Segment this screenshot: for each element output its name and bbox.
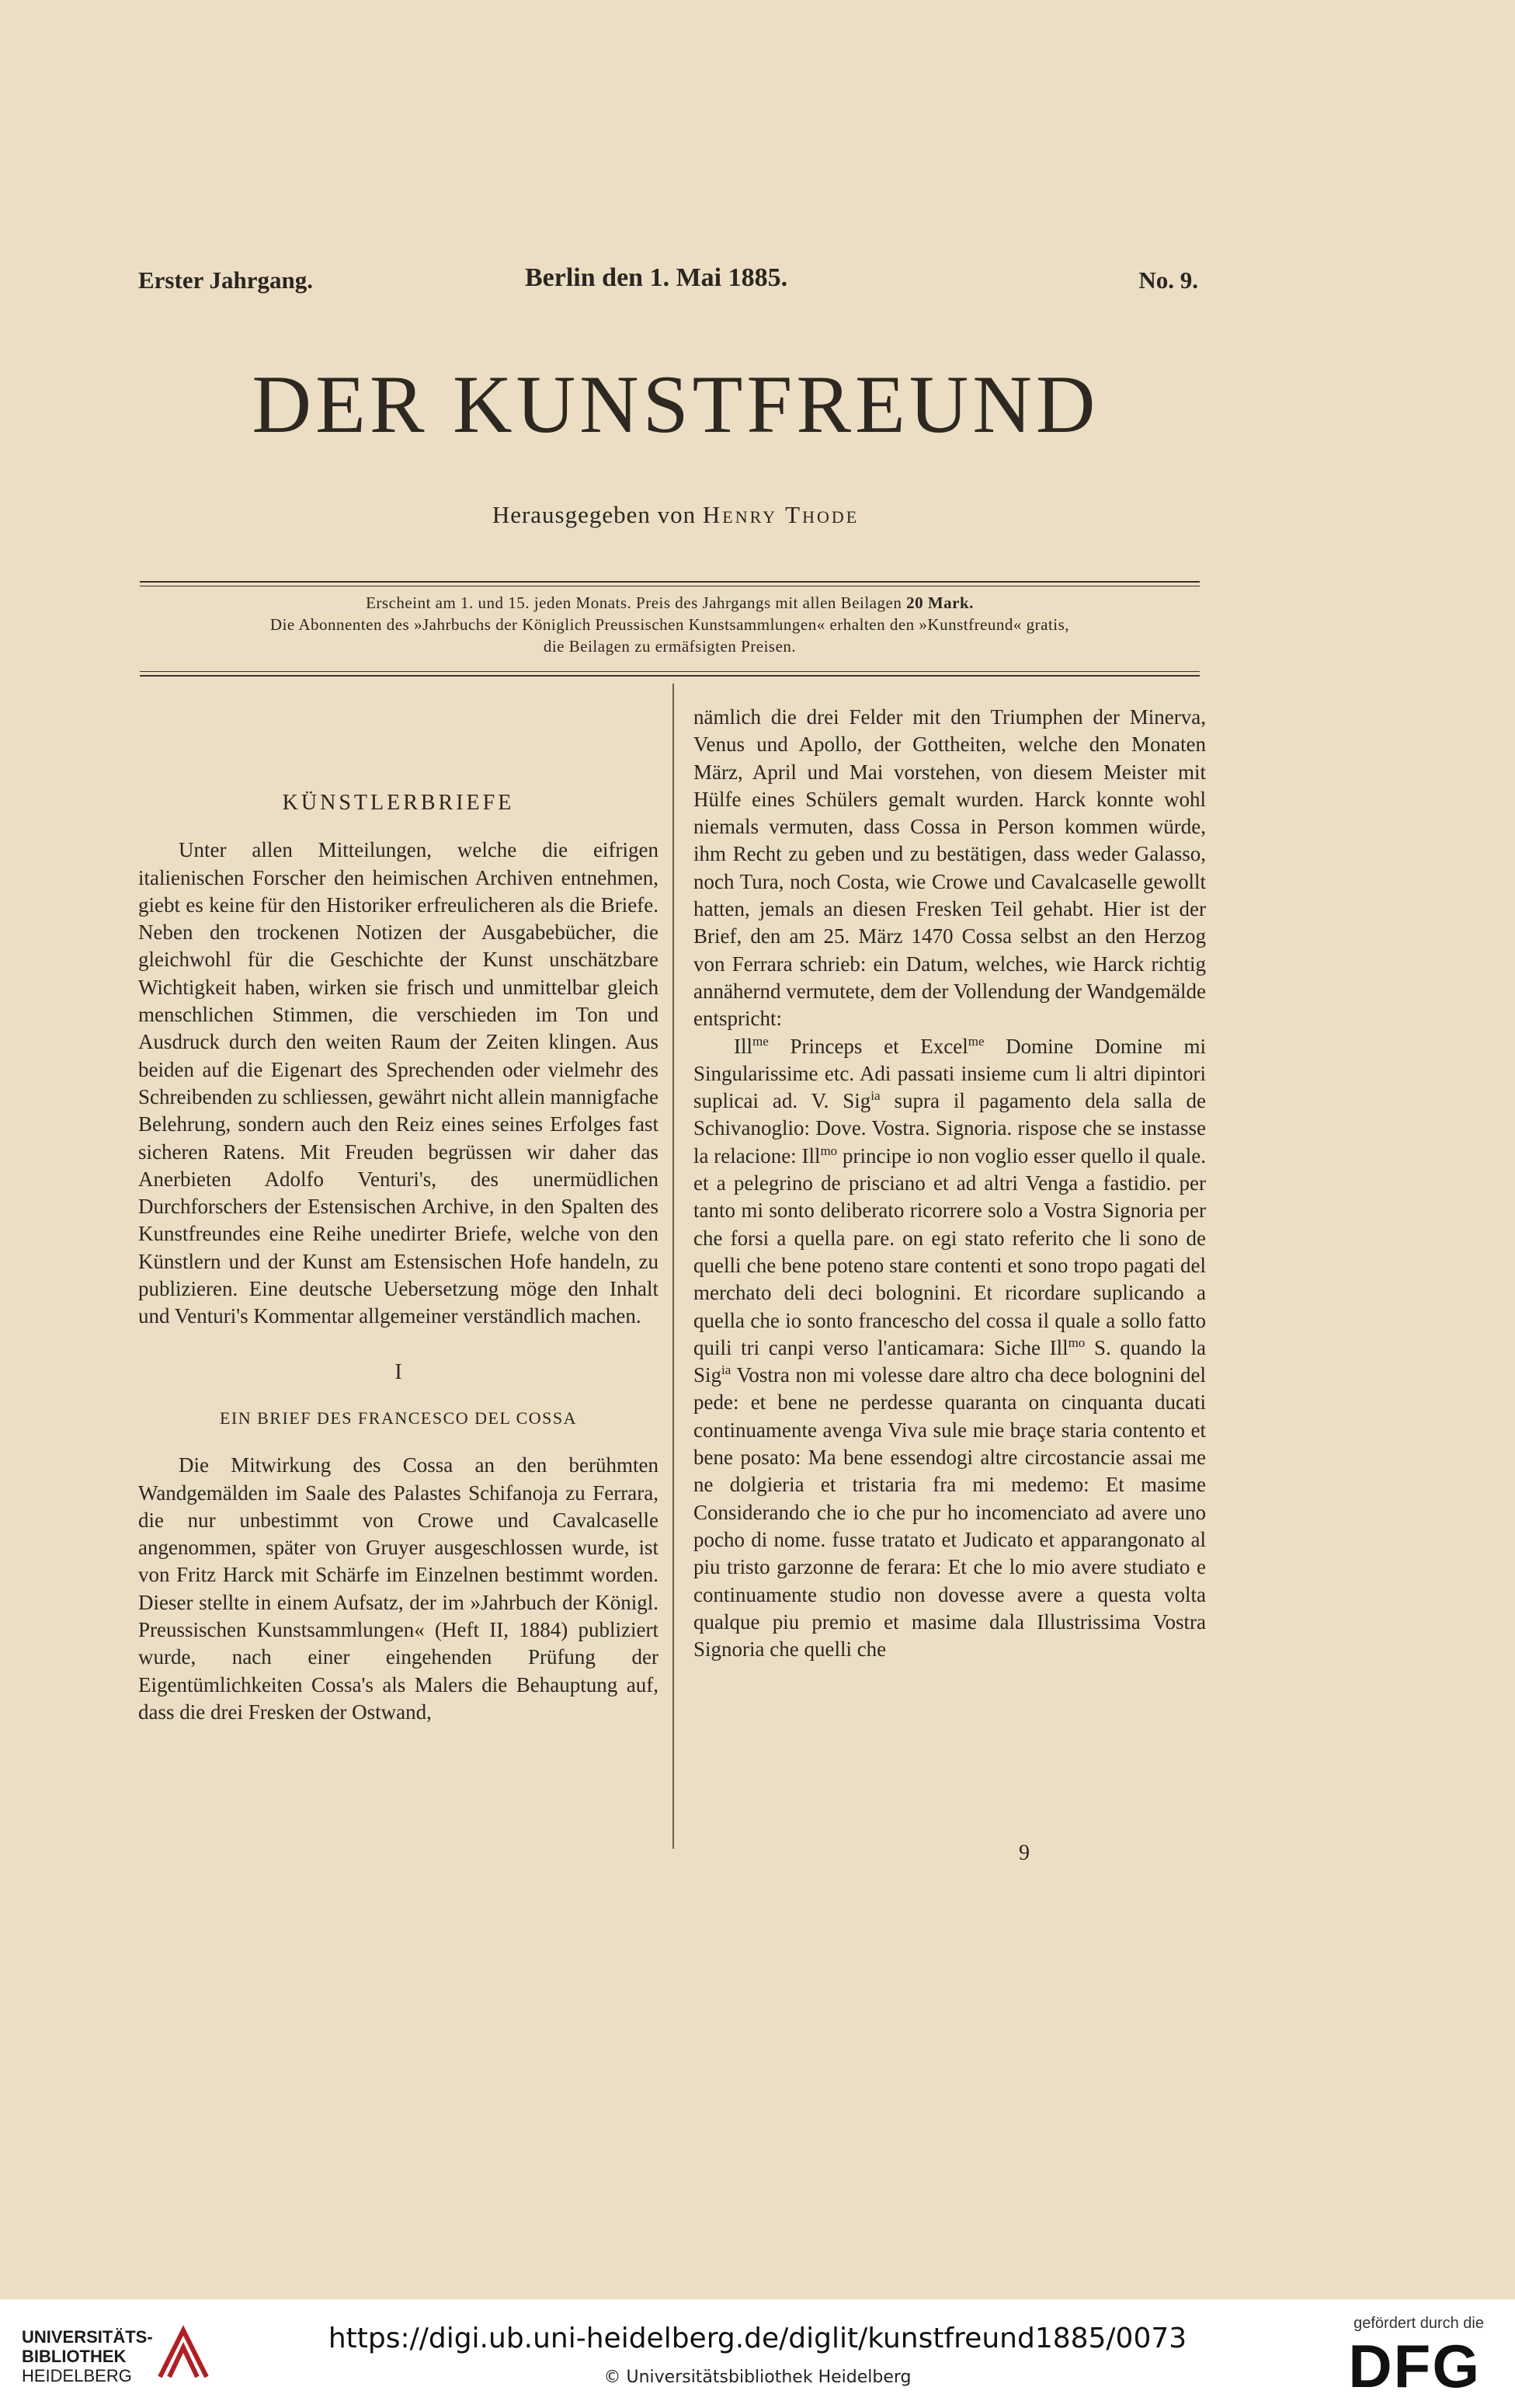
- bottom-rule-thick: [140, 675, 1200, 677]
- notice-line-3: die Beilagen zu ermäfsigten Preisen.: [543, 637, 797, 656]
- library-line-3: HEIDELBERG: [22, 2366, 132, 2385]
- notice-text: Erscheint am 1. und 15. jeden Monats. Preis des Jahrgangs mit allen Beilagen: [366, 593, 902, 612]
- copyright-text: © Universitätsbibliothek Heidelberg: [603, 2368, 912, 2387]
- editor-line: [0, 501, 1351, 529]
- dfg-logo-icon[interactable]: DFG: [1348, 2332, 1481, 2400]
- subscription-notice: [140, 592, 1200, 657]
- issue-number: No. 9.: [1138, 266, 1198, 294]
- notice-line-1: [140, 592, 1200, 614]
- funding-label: gefördert durch die: [1353, 2315, 1484, 2332]
- editor-name: Henry Thode: [702, 501, 860, 528]
- left-column: [138, 789, 658, 1726]
- library-line-2: BIBLIOTHEK: [22, 2347, 127, 2366]
- editor-prefix: Herausgegeben von: [492, 501, 697, 528]
- permalink-url[interactable]: https://digi.ub.uni-heidelberg.de/diglit/kunstfreund1885/0073: [328, 2323, 1187, 2354]
- column-divider: [672, 684, 674, 1849]
- masthead-header-row: [138, 263, 1198, 305]
- section-numeral: I: [394, 1359, 402, 1384]
- date-line: Berlin den 1. Mai 1885.: [525, 263, 788, 292]
- right-column: [693, 704, 1206, 1663]
- top-rule-thick: [140, 581, 1200, 583]
- intro-paragraph: Unter allen Mitteilungen, welche die eifrigen italienischen Forscher den heimischen Archiven entnehmen, giebt es keine für den Historiker erfreulicheren als die Briefe. Neben den trockenen Notizen der Ausgabebücher, die gleichwohl für die Geschichte der Kunst unschätzbare Wichtigkeit haben, wirken sie frisch und unmittelbar gleich menschlichen Stimmen, die verschieden im Ton und Ausdruck durch den weiten Raum der Zeiten klingen. Aus beiden auf die Eigenart des Sprechenden oder vielmehr des Schreibenden zu schliessen, gewährt nicht allein mannigfache Belehrung, sondern auch den Reiz eines seines Erfolges fast sicheren Ratens. Mit Freuden begrüssen wir daher das Anerbieten Adolfo Venturi's, des unermüdlichen Durchforschers der Estensischen Archive, in den Spalten des Kunstfreundes eine Reihe unedirter Briefe, welche von den Künstlern und der Kunst am Estensischen Hofe handeln, zu publizieren. Eine deutsche Uebersetzung möge den Inhalt und Venturi's Kommentar allgemeiner verständlich machen.: [138, 838, 658, 1328]
- journal-title: DER KUNSTFREUND: [252, 359, 1100, 450]
- section-title: KÜNSTLERBRIEFE: [282, 791, 515, 815]
- notice-price: 20 Mark.: [906, 593, 974, 612]
- body-paragraph: Die Mitwirkung des Cossa an den berühmten Wandgemälden im Saale des Palastes Schifanoja zu Ferrara, die nur unbestimmt von Crowe und Cavalcaselle angenommen, später von Gruyer ausgeschlossen wurde, ist von Fritz Harck mit Schärfe im Einzelnen bestimmt worden. Dieser stellte in einem Aufsatz, der im »Jahrbuch der Königl. Preussischen Kunstsammlungen« (Heft II, 1884) publiziert wurde, nach einer eingehenden Prüfung der Eigentümlichkeiten Cossa's als Malers die Behauptung auf, dass die drei Fresken der Ostwand,: [138, 1453, 658, 1724]
- notice-line-2: Die Abonnenten des »Jahrbuchs der Königlich Preussischen Kunstsammlungen« erhalten den »Kunstfreund« gratis,: [269, 615, 1070, 634]
- letter-paragraph: Ill$^{me}$ Princeps et Excel$^{me}$ Domine Domine mi Singularissime etc. Adi passati insieme cum li altri dipintori suplicai ad. V. Sig$^{ia}$ supra il pagamento dela salla de Schivanoglio: Dove. Vostra. Signoria. rispose che se instasse la relacione: Ill$^{mo}$ principe io non voglio esser quello il quale. et a pelegrino de prisciano et ad altri Venga a fastidio. per tanto mi sonto deliberato ricorrere solo a Vostra Signoria per che forsi a quella pare. on egi stato referito che li sono de quelli che bene poteno stare contenti et sono tropo pagati del merchato deli deci bolognini. Et ricordare suplicando a quella che io sonto francescho del cossa il quale a sollo fatto quili tri canpi verso l'anticamara: Siche Ill$^{mo}$ S. quando la Sig$^{ia}$ Vostra non mi volesse dare altro cha dece bolognini del pede: et bene ne perdesse quaranta on cinquanta ducati continuamente avenga Viva sule mie braçe staria contento et bene posato: Ma bene essendogi altre circostancie assai me ne dolgieria et tristaria fra mi medemo: Et masime Considerando che io che pur ho incomenciato ad avere uno pocho di nome. fusse tratato et Judicato et apparangonato al piu tristo garzonne de ferara: Et che lo mio avere studiato e continuamente studio non dovesse avere a questa volta qualque piu premio et masime dala Illustrissima Vostra Signoria che quelli che: [693, 1033, 1207, 1662]
- page-number: 9: [1019, 1841, 1030, 1865]
- bottom-rule-thin: [140, 671, 1200, 672]
- volume-label: Erster Jahrgang.: [138, 266, 314, 294]
- library-line-1: UNIVERSITÄTS-: [22, 2327, 153, 2347]
- viewer-footer: [0, 2299, 1515, 2408]
- continuation-paragraph: nämlich die drei Felder mit den Triumphen der Minerva, Venus und Apollo, der Gottheiten, welche den Monaten März, April und Mai vorstehen, von diesem Meister mit Hülfe eines Schülers gemalt wurden. Harck konnte wohl niemals vermuten, dass Cossa in Person kommen würde, ihm Recht zu geben und zu bestätigen, dass weder Galasso, noch Tura, noch Costa, wie Crowe und Cavalcaselle gewollt hatten, jemals an diesen Fresken Teil gehabt. Hier ist der Brief, den am 25. März 1470 Cossa selbst an den Herzog von Ferrara schrieb: ein Datum, welches, wie Harck richtig annähernd vermutete, dem der Vollendung der Wandgemälde entspricht:: [693, 705, 1206, 1031]
- subsection-title: EIN BRIEF DES FRANCESCO DEL COSSA: [219, 1408, 578, 1428]
